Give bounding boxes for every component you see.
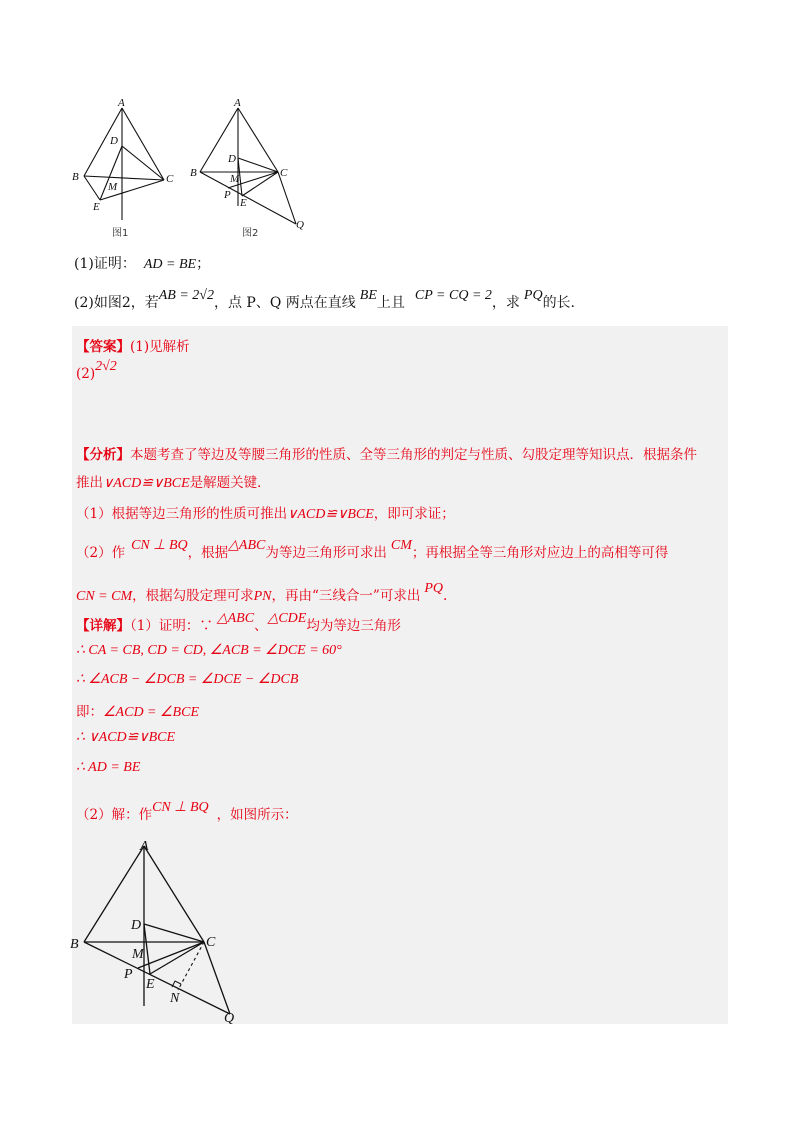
detail-line-5 bbox=[76, 729, 175, 746]
q2-suffix: 的长. bbox=[542, 295, 576, 311]
analysis-text: ，即可求证； bbox=[373, 506, 455, 522]
figure-3 bbox=[66, 836, 256, 1024]
figure-2 bbox=[190, 96, 320, 241]
detail-line-3 bbox=[76, 671, 298, 688]
point-q: Q bbox=[296, 219, 304, 231]
detail-math: ∴ AD = BE bbox=[76, 760, 141, 775]
point-b: B bbox=[72, 171, 79, 183]
q2-text: ，求 bbox=[491, 295, 520, 311]
q2-math-ab: AB = 2√2 bbox=[158, 288, 214, 303]
q2-math-cp: CP = CQ = 2 bbox=[414, 288, 492, 303]
analysis-math: PN bbox=[253, 589, 272, 604]
detail-text: （2）解：作 bbox=[76, 807, 153, 823]
analysis-line-4 bbox=[76, 538, 669, 562]
analysis-math: ∨ACD≌∨BCE bbox=[287, 507, 374, 522]
analysis-tag: 【分析】 bbox=[76, 447, 130, 463]
analysis-text: ，再由“三线合一”可求出 bbox=[271, 588, 421, 604]
q2-text: ，点 P、Q 两点在直线 bbox=[213, 295, 356, 311]
detail-text: （1）证明：∵ bbox=[130, 618, 213, 634]
detail-tag: 【详解】 bbox=[76, 618, 130, 634]
analysis-text: 为等边三角形可求出 bbox=[265, 545, 387, 561]
point-c: C bbox=[166, 173, 174, 185]
point-q: Q bbox=[224, 1011, 235, 1024]
detail-text: 、 bbox=[254, 618, 268, 634]
analysis-text: 本题考查了等边及等腰三角形的性质、全等三角形的判定与性质、勾股定理等知识点．根据条件 bbox=[130, 447, 697, 463]
detail-math: CN ⊥ BQ bbox=[152, 800, 209, 815]
point-n: N bbox=[170, 991, 180, 1006]
figure-caption: 图2 bbox=[242, 228, 259, 239]
q1-math: AD = BE bbox=[143, 257, 197, 272]
detail-line-2 bbox=[76, 642, 342, 659]
analysis-math: CM bbox=[390, 538, 412, 553]
answer-part2-value: 2√2 bbox=[95, 359, 117, 374]
analysis-line-5 bbox=[76, 581, 448, 605]
analysis-math: △ABC bbox=[228, 538, 266, 553]
point-d: D bbox=[131, 918, 142, 933]
analysis-text: （1）根据等边三角形的性质可推出 bbox=[76, 506, 288, 522]
detail-math: ∴ ∨ACD≌∨BCE bbox=[76, 730, 176, 745]
analysis-line-3 bbox=[76, 502, 455, 523]
question-1 bbox=[74, 253, 210, 273]
point-c: C bbox=[280, 167, 288, 179]
point-m: M bbox=[132, 947, 144, 962]
analysis-text: 是解题关键． bbox=[189, 475, 271, 491]
analysis-math: CN ⊥ BQ bbox=[131, 538, 188, 553]
analysis-text: ，根据勾股定理可求 bbox=[132, 588, 254, 604]
figure-caption: 图1 bbox=[112, 228, 129, 239]
analysis-text: . bbox=[443, 588, 448, 604]
analysis-math: PQ bbox=[424, 581, 443, 596]
point-a: A bbox=[118, 97, 125, 109]
analysis-text: ，根据 bbox=[187, 545, 229, 561]
analysis-math: CN = CM bbox=[76, 589, 133, 604]
analysis-math: ∨ACD≌∨BCE bbox=[103, 476, 190, 491]
point-e: E bbox=[146, 977, 155, 992]
answer-part1: (1)见解析 bbox=[130, 339, 190, 355]
question-2 bbox=[74, 288, 576, 312]
point-m: M bbox=[108, 181, 118, 193]
point-a: A bbox=[234, 97, 241, 109]
detail-line-1 bbox=[76, 611, 401, 635]
point-p: P bbox=[224, 189, 231, 201]
answer-tag: 【答案】 bbox=[76, 339, 130, 355]
analysis-text: （2）作 bbox=[76, 545, 126, 561]
q2-text: 上且 bbox=[376, 295, 405, 311]
point-e: E bbox=[240, 197, 247, 209]
q1-suffix: ； bbox=[196, 256, 211, 272]
point-b: B bbox=[190, 167, 197, 179]
q2-prefix: (2)如图2，若 bbox=[74, 295, 159, 311]
detail-text: 均为等边三角形 bbox=[306, 618, 401, 634]
detail-math: ∴ ∠ACB − ∠DCB = ∠DCE − ∠DCB bbox=[76, 672, 299, 687]
detail-line-4 bbox=[76, 700, 199, 721]
point-e: E bbox=[93, 201, 100, 213]
figure-1 bbox=[60, 96, 180, 241]
analysis-line-1 bbox=[76, 443, 697, 463]
detail-math: ∠ACD = ∠BCE bbox=[103, 705, 199, 720]
point-d: D bbox=[110, 135, 118, 147]
detail-text: ，如图所示： bbox=[216, 807, 298, 823]
detail-text: 即： bbox=[76, 704, 103, 720]
analysis-text: ；再根据全等三角形对应边上的高相等可得 bbox=[411, 545, 669, 561]
detail-line-6 bbox=[76, 759, 140, 776]
analysis-text: 推出 bbox=[76, 475, 103, 491]
detail-math: △CDE bbox=[267, 611, 307, 626]
point-b: B bbox=[70, 937, 79, 952]
answer-part2-label: (2) bbox=[76, 366, 96, 382]
detail-line-7 bbox=[76, 800, 298, 824]
point-c: C bbox=[206, 935, 216, 950]
point-m: M bbox=[230, 173, 240, 185]
answer-part2 bbox=[76, 359, 117, 383]
detail-math: △ABC bbox=[216, 611, 255, 626]
analysis-line-2 bbox=[76, 471, 271, 492]
point-a: A bbox=[140, 839, 149, 854]
q2-math-be: BE bbox=[359, 288, 377, 303]
point-p: P bbox=[124, 967, 133, 982]
q1-prefix: (1)证明： bbox=[74, 256, 136, 272]
detail-math: ∴ CA = CB, CD = CD, ∠ACB = ∠DCE = 60° bbox=[76, 643, 342, 658]
point-d: D bbox=[228, 153, 236, 165]
answer-line bbox=[76, 335, 190, 355]
q2-math-pq: PQ bbox=[523, 288, 543, 303]
